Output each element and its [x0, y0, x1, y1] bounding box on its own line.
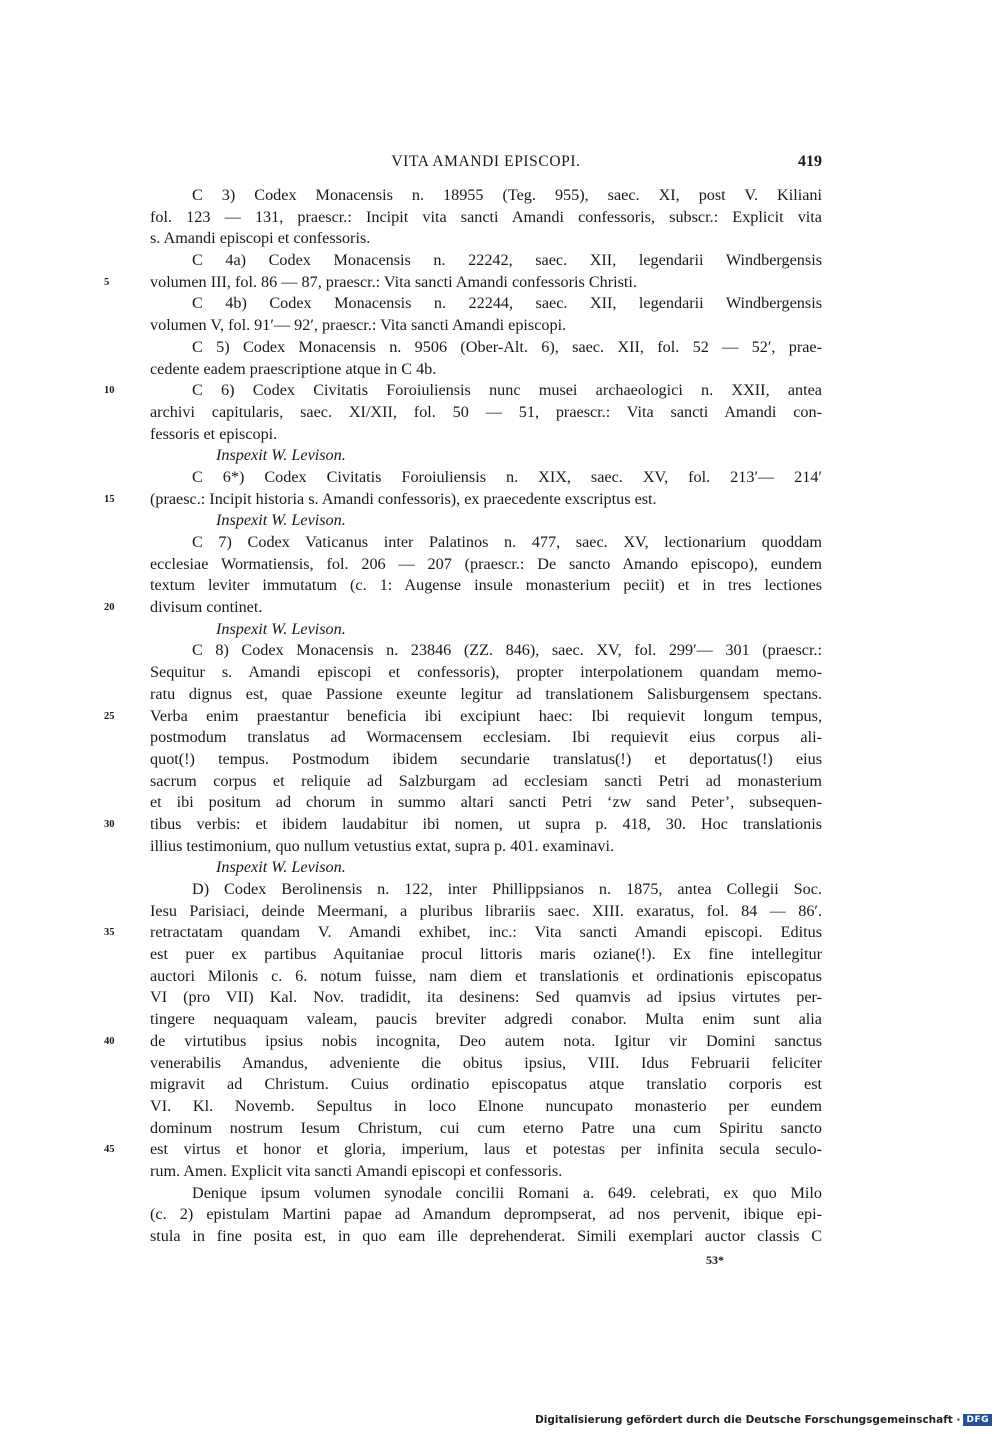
text-line [0, 1009, 1000, 1031]
line-text: textum leviter immutatum (c. 1: Augense insule monasterium peciit) et in tres lectiones [150, 576, 822, 595]
text-line [0, 1074, 1000, 1096]
text-line [0, 640, 1000, 662]
dfg-logo: DFG [963, 1414, 992, 1426]
line-text: C 8) Codex Monacensis n. 23846 (ZZ. 846), saec. XV, fol. 299′— 301 (praescr.: [192, 641, 822, 660]
text-line [0, 250, 1000, 272]
line-text: stula in fine posita est, in quo eam ille deprehenderat. Simili exemplari auctor classis C [150, 1227, 822, 1245]
text-line [0, 532, 1000, 554]
line-text: rum. Amen. Explicit vita sancti Amandi episcopi et confessoris. [150, 1161, 563, 1180]
text-line [0, 706, 1000, 728]
line-number: 35 [104, 927, 115, 939]
digitization-footer [535, 1414, 992, 1426]
line-text: tibus verbis: et ibidem laudabitur ibi nomen, ut supra p. 418, 30. Hoc translationis [150, 814, 822, 833]
line-number: 10 [104, 385, 115, 397]
line-text: C 7) Codex Vaticanus inter Palatinos n. 477, saec. XV, lectionarium quoddam [192, 533, 822, 551]
line-text: tingere nequaquam valeam, paucis breviter adgredi conabor. Multa enim sunt alia [150, 1010, 822, 1029]
line-text: auctori Milonis c. 6. notum fuisse, nam diem et translationis et ordinationis episcopatus [150, 966, 822, 985]
text-line [0, 901, 1000, 923]
text-line [0, 424, 1000, 446]
text-line [0, 619, 1000, 641]
text-line [0, 467, 1000, 489]
line-text: VI. Kl. Novemb. Sepultus in loco Elnone nuncupato monasterio per eundem [150, 1096, 822, 1115]
text-line [0, 836, 1000, 858]
line-number: 20 [104, 602, 115, 614]
text-line [0, 315, 1000, 337]
line-number: 40 [104, 1035, 115, 1047]
text-line [0, 879, 1000, 901]
text-line [0, 597, 1000, 619]
text-line [0, 1161, 1000, 1183]
line-text: Inspexit W. Levison. [216, 511, 346, 530]
line-text: Inspexit W. Levison. [216, 858, 346, 877]
text-line [0, 1183, 1000, 1205]
text-line [0, 554, 1000, 576]
text-line [0, 185, 1000, 207]
text-line [0, 380, 1000, 402]
line-text: D) Codex Berolinensis n. 122, inter Phillippsianos n. 1875, antea Collegii Soc. [192, 880, 822, 898]
line-number: 15 [104, 493, 115, 505]
line-text: migravit ad Christum. Cuius ordinatio episcopatus atque translatio corporis est [150, 1075, 822, 1094]
line-text: volumen V, fol. 91′— 92′, praescr.: Vita sancti Amandi episcopi. [150, 316, 567, 335]
text-line [0, 684, 1000, 706]
running-title: VITA AMANDI EPISCOPI. [391, 153, 581, 170]
text-line [0, 857, 1000, 879]
line-text: venerabilis Amandus, adveniente die obitus ipsius, VIII. Idus Februarii feliciter [150, 1053, 822, 1072]
line-text: C 6) Codex Civitatis Foroiuliensis nunc musei archaeologici n. XXII, antea [192, 381, 822, 400]
line-text: illius testimonium, quo nullum vetustius extat, supra p. 401. examinavi. [150, 836, 614, 855]
line-text: retractatam quandam V. Amandi exhibet, inc.: Vita sancti Amandi episcopi. Editus [150, 923, 822, 942]
line-number: 45 [104, 1144, 115, 1156]
line-text: dominum nostrum Iesum Christum, cui cum eterno Patre una cum Spiritu sancto [150, 1118, 822, 1137]
text-line [0, 662, 1000, 684]
line-text: divisum continet. [150, 598, 263, 617]
text-line [0, 575, 1000, 597]
line-number: 30 [104, 818, 115, 830]
line-text: cedente eadem praescriptione atque in C 4b. [150, 359, 437, 378]
text-line [0, 1118, 1000, 1140]
line-text: Sequitur s. Amandi episcopi et confessoris), propter interpolationem quandam memo- [150, 663, 822, 682]
line-text: C 6*) Codex Civitatis Foroiuliensis n. XIX, saec. XV, fol. 213′— 214′ [192, 467, 822, 486]
text-line [0, 207, 1000, 229]
text-line [0, 987, 1000, 1009]
text-line [0, 749, 1000, 771]
text-line [0, 293, 1000, 315]
text-line [0, 228, 1000, 250]
text-line [0, 489, 1000, 511]
line-text: fol. 123 — 131, praescr.: Incipit vita sancti Amandi confessoris, subscr.: Explicit vita [150, 207, 822, 226]
text-line [0, 402, 1000, 424]
line-text: sacrum corpus et reliquie ad Salzburgam ad ecclesiam sancti Petri ad monasterium [150, 771, 822, 790]
line-text: ratu dignus est, quae Passione exeunte legitur ad translationem Salisburgensem spectans. [150, 684, 822, 703]
line-text: quot(!) tempus. Postmodum ibidem secundarie translatus(!) et deportatus(!) eius [150, 749, 822, 768]
text-line [0, 771, 1000, 793]
line-text: ecclesiae Wormatiensis, fol. 206 — 207 (praescr.: De sancto Amando episcopo), eundem [150, 554, 822, 573]
text-line [0, 1053, 1000, 1075]
line-text: est virtus et honor et gloria, imperium, laus et potestas per infinita secula seculo- [150, 1140, 822, 1159]
page-number: 419 [798, 153, 822, 170]
line-text: Inspexit W. Levison. [216, 446, 346, 465]
line-text: fessoris et episcopi. [150, 424, 278, 443]
line-text: C 4a) Codex Monacensis n. 22242, saec. XII, legendarii Windbergensis [192, 251, 822, 270]
text-line [0, 727, 1000, 749]
text-line [0, 1031, 1000, 1053]
text-line [0, 445, 1000, 467]
line-text: (c. 2) epistulam Martini papae ad Amandum deprompserat, ad nos pervenit, ibique epi- [150, 1205, 822, 1224]
text-line [0, 1204, 1000, 1226]
text-line [0, 966, 1000, 988]
line-text: C 5) Codex Monacensis n. 9506 (Ober-Alt. 6), saec. XII, fol. 52 — 52′, prae- [192, 337, 822, 356]
text-line [0, 337, 1000, 359]
line-number: 25 [104, 710, 115, 722]
body-text [0, 185, 1000, 1248]
line-text: Inspexit W. Levison. [216, 619, 346, 638]
text-line [0, 359, 1000, 381]
footer-credit: Digitalisierung gefördert durch die Deutsche Forschungsgemeinschaft · [535, 1414, 961, 1426]
text-line [0, 922, 1000, 944]
line-text: volumen III, fol. 86 — 87, praescr.: Vita sancti Amandi confessoris Christi. [150, 272, 637, 291]
text-line [0, 1096, 1000, 1118]
line-text: s. Amandi episcopi et confessoris. [150, 229, 371, 248]
text-line [0, 1139, 1000, 1161]
line-text: C 3) Codex Monacensis n. 18955 (Teg. 955), saec. XI, post V. Kiliani [192, 186, 822, 204]
line-text: de virtutibus ipsius nobis incognita, Deo autem nota. Igitur vir Domini sanctus [150, 1031, 822, 1050]
line-text: archivi capitularis, saec. XI/XII, fol. 50 — 51, praescr.: Vita sancti Amandi con- [150, 402, 822, 421]
line-text: Iesu Parisiaci, deinde Meermani, a pluribus librariis saec. XIII. exaratus, fol. 84 — 86′. [150, 901, 822, 920]
line-text: VI (pro VII) Kal. Nov. tradidit, ita desinens: Sed quamvis ad ipsius virtutes per- [150, 988, 822, 1007]
line-text: Denique ipsum volumen synodale concilii Romani a. 649. celebrati, ex quo Milo [192, 1183, 822, 1202]
line-text: (praesc.: Incipit historia s. Amandi confessoris), ex praecedente exscriptus est. [150, 489, 657, 508]
text-line [0, 510, 1000, 532]
line-text: et ibi positum ad chorum in summo altari sancti Petri ‘zw sand Peter’, subsequen- [150, 793, 822, 812]
text-line [0, 1226, 1000, 1248]
line-number: 5 [104, 276, 110, 288]
text-line [0, 272, 1000, 294]
text-line [0, 792, 1000, 814]
line-text: postmodum translatus ad Wormacensem ecclesiam. Ibi requievit eius corpus ali- [150, 728, 822, 747]
text-line [0, 814, 1000, 836]
line-text: C 4b) Codex Monacensis n. 22244, saec. XII, legendarii Windbergensis [192, 294, 822, 313]
page-header [150, 153, 822, 177]
signature-mark: 53* [706, 1253, 724, 1267]
line-text: est puer ex partibus Aquitaniae procul littoris maris oziane(!). Ex fine intellegitur [150, 945, 822, 964]
text-line [0, 944, 1000, 966]
line-text: Verba enim praestantur beneficia ibi excipiunt haec: Ibi requievit longum tempus, [150, 706, 822, 725]
